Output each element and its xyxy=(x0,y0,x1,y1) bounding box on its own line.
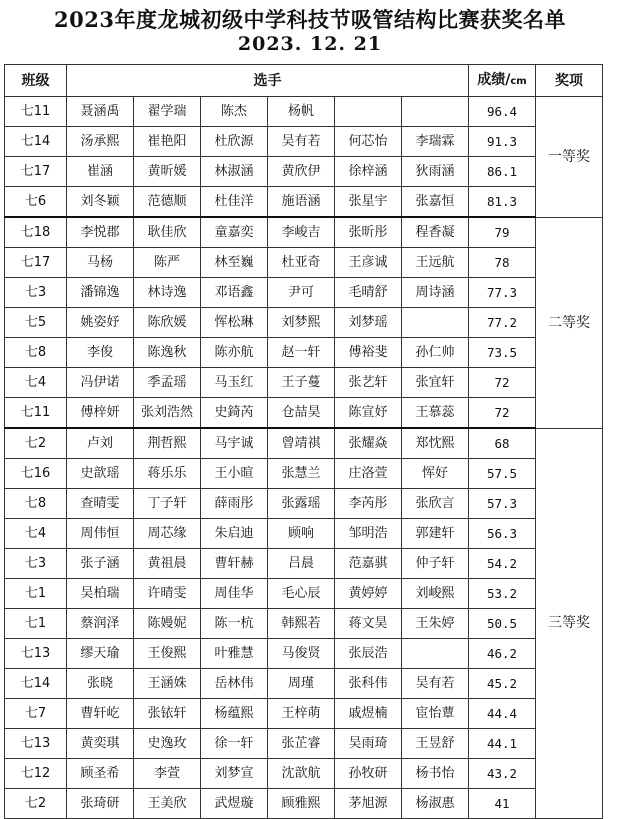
player-cell: 徐梓涵 xyxy=(335,157,402,187)
award-cell: 三等奖 xyxy=(536,428,603,819)
class-cell: 七1 xyxy=(5,579,67,609)
table-row xyxy=(5,157,603,187)
table-row xyxy=(5,248,603,278)
player-cell: 周瑾 xyxy=(268,669,335,699)
class-cell: 七2 xyxy=(5,789,67,819)
player-cell: 恽好 xyxy=(402,459,469,489)
player-cell: 史歆瑶 xyxy=(67,459,134,489)
player-cell: 卢刘 xyxy=(67,428,134,459)
player-cell: 杨书怡 xyxy=(402,759,469,789)
score-cell: 72 xyxy=(469,368,536,398)
table-row xyxy=(5,549,603,579)
class-cell: 七13 xyxy=(5,639,67,669)
score-cell: 73.5 xyxy=(469,338,536,368)
header-players: 选手 xyxy=(67,65,469,97)
player-cell: 季孟瑶 xyxy=(134,368,201,398)
player-cell: 杨淑惠 xyxy=(402,789,469,819)
player-cell: 张刘浩然 xyxy=(134,398,201,429)
player-cell: 黄婷婷 xyxy=(335,579,402,609)
player-cell: 王美欣 xyxy=(134,789,201,819)
player-cell: 傅裕斐 xyxy=(335,338,402,368)
class-cell: 七4 xyxy=(5,368,67,398)
player-cell: 马杨 xyxy=(67,248,134,278)
player-cell: 张琦研 xyxy=(67,789,134,819)
class-cell: 七14 xyxy=(5,127,67,157)
player-cell: 史錡芮 xyxy=(201,398,268,429)
class-cell: 七1 xyxy=(5,609,67,639)
player-cell: 程香凝 xyxy=(402,217,469,248)
player-cell: 叶雅慧 xyxy=(201,639,268,669)
score-cell: 53.2 xyxy=(469,579,536,609)
player-cell: 吴柏瑞 xyxy=(67,579,134,609)
table-row xyxy=(5,428,603,459)
player-cell: 杨蕴熙 xyxy=(201,699,268,729)
score-cell: 44.1 xyxy=(469,729,536,759)
player-cell: 吕晨 xyxy=(268,549,335,579)
player-cell: 崔艳阳 xyxy=(134,127,201,157)
player-cell: 王昱舒 xyxy=(402,729,469,759)
player-cell: 陈亦航 xyxy=(201,338,268,368)
player-cell: 周诗涵 xyxy=(402,278,469,308)
table-row xyxy=(5,639,603,669)
player-cell: 李瑞霖 xyxy=(402,127,469,157)
table-row xyxy=(5,308,603,338)
player-cell: 施语涵 xyxy=(268,187,335,218)
class-cell: 七2 xyxy=(5,428,67,459)
player-cell xyxy=(402,639,469,669)
player-cell: 黄欣伊 xyxy=(268,157,335,187)
player-cell: 毛晴舒 xyxy=(335,278,402,308)
player-cell: 刘梦宣 xyxy=(201,759,268,789)
class-cell: 七11 xyxy=(5,97,67,127)
player-cell: 吴有若 xyxy=(268,127,335,157)
player-cell: 赵一轩 xyxy=(268,338,335,368)
player-cell: 吴雨琦 xyxy=(335,729,402,759)
player-cell: 陈欣媛 xyxy=(134,308,201,338)
player-cell: 孙牧研 xyxy=(335,759,402,789)
class-cell: 七16 xyxy=(5,459,67,489)
player-cell: 朱启迪 xyxy=(201,519,268,549)
player-cell: 尹可 xyxy=(268,278,335,308)
player-cell: 冯伊诺 xyxy=(67,368,134,398)
class-cell: 七8 xyxy=(5,338,67,368)
score-cell: 68 xyxy=(469,428,536,459)
player-cell: 林诗逸 xyxy=(134,278,201,308)
player-cell: 刘冬颖 xyxy=(67,187,134,218)
player-cell: 顾圣希 xyxy=(67,759,134,789)
player-cell: 庄洛萱 xyxy=(335,459,402,489)
class-cell: 七7 xyxy=(5,699,67,729)
player-cell: 岳林伟 xyxy=(201,669,268,699)
player-cell: 马玉红 xyxy=(201,368,268,398)
player-cell: 蒋文昊 xyxy=(335,609,402,639)
header-row xyxy=(5,65,603,97)
table-row xyxy=(5,97,603,127)
player-cell: 陈一杭 xyxy=(201,609,268,639)
player-cell: 史逸玫 xyxy=(134,729,201,759)
class-cell: 七4 xyxy=(5,519,67,549)
player-cell: 崔涵 xyxy=(67,157,134,187)
score-cell: 45.2 xyxy=(469,669,536,699)
player-cell: 周佳华 xyxy=(201,579,268,609)
player-cell: 陈逸秋 xyxy=(134,338,201,368)
player-cell: 王俊熙 xyxy=(134,639,201,669)
page-title: 2023年度龙城初级中学科技节吸管结构比赛获奖名单 xyxy=(54,7,566,32)
player-cell: 郭建轩 xyxy=(402,519,469,549)
player-cell: 吴有若 xyxy=(402,669,469,699)
player-cell: 张科伟 xyxy=(335,669,402,699)
player-cell: 蔡润泽 xyxy=(67,609,134,639)
player-cell: 张昕彤 xyxy=(335,217,402,248)
player-cell: 缪天瑜 xyxy=(67,639,134,669)
player-cell: 李俊 xyxy=(67,338,134,368)
player-cell: 李芮彤 xyxy=(335,489,402,519)
player-cell: 张宜轩 xyxy=(402,368,469,398)
score-cell: 81.3 xyxy=(469,187,536,218)
player-cell: 潘锦逸 xyxy=(67,278,134,308)
player-cell: 曹轩赫 xyxy=(201,549,268,579)
player-cell: 黄奕琪 xyxy=(67,729,134,759)
table-row xyxy=(5,579,603,609)
header-class: 班级 xyxy=(5,65,67,97)
player-cell: 马俊贤 xyxy=(268,639,335,669)
player-cell: 李峻吉 xyxy=(268,217,335,248)
class-cell: 七5 xyxy=(5,308,67,338)
player-cell: 茅旭源 xyxy=(335,789,402,819)
header-score-unit: cm xyxy=(510,75,527,87)
score-cell: 77.2 xyxy=(469,308,536,338)
player-cell: 毛心辰 xyxy=(268,579,335,609)
player-cell: 孙仁帅 xyxy=(402,338,469,368)
player-cell: 范德顺 xyxy=(134,187,201,218)
score-cell: 43.2 xyxy=(469,759,536,789)
player-cell: 荆哲熙 xyxy=(134,428,201,459)
player-cell: 林至巍 xyxy=(201,248,268,278)
player-cell: 武煜璇 xyxy=(201,789,268,819)
player-cell: 杨帆 xyxy=(268,97,335,127)
score-cell: 72 xyxy=(469,398,536,429)
class-cell: 七3 xyxy=(5,549,67,579)
player-cell: 张露瑶 xyxy=(268,489,335,519)
player-cell: 狄雨涵 xyxy=(402,157,469,187)
player-cell: 何芯怡 xyxy=(335,127,402,157)
player-cell: 徐一轩 xyxy=(201,729,268,759)
player-cell: 黄昕媛 xyxy=(134,157,201,187)
table-row xyxy=(5,127,603,157)
player-cell: 丁子轩 xyxy=(134,489,201,519)
class-cell: 七17 xyxy=(5,157,67,187)
table-body xyxy=(5,97,603,819)
player-cell xyxy=(335,97,402,127)
player-cell: 张芷睿 xyxy=(268,729,335,759)
player-cell: 汤承熙 xyxy=(67,127,134,157)
player-cell: 郑忱熙 xyxy=(402,428,469,459)
player-cell: 刘梦瑶 xyxy=(335,308,402,338)
table-row xyxy=(5,789,603,819)
award-cell: 一等奖 xyxy=(536,97,603,218)
player-cell: 曹轩屹 xyxy=(67,699,134,729)
score-cell: 57.5 xyxy=(469,459,536,489)
player-cell: 王涵姝 xyxy=(134,669,201,699)
player-cell: 许晴雯 xyxy=(134,579,201,609)
class-cell: 七14 xyxy=(5,669,67,699)
table-row xyxy=(5,278,603,308)
player-cell: 张耀焱 xyxy=(335,428,402,459)
player-cell: 仲子轩 xyxy=(402,549,469,579)
table-row xyxy=(5,338,603,368)
table-row xyxy=(5,759,603,789)
player-cell: 马宇诚 xyxy=(201,428,268,459)
player-cell: 翟学瑞 xyxy=(134,97,201,127)
player-cell: 邓语鑫 xyxy=(201,278,268,308)
score-cell: 44.4 xyxy=(469,699,536,729)
player-cell: 童嘉奕 xyxy=(201,217,268,248)
table-row xyxy=(5,669,603,699)
player-cell: 王彦诚 xyxy=(335,248,402,278)
score-cell: 96.4 xyxy=(469,97,536,127)
player-cell: 蒋乐乐 xyxy=(134,459,201,489)
player-cell: 查晴雯 xyxy=(67,489,134,519)
header-score xyxy=(469,65,536,97)
player-cell: 韩熙若 xyxy=(268,609,335,639)
table-row xyxy=(5,729,603,759)
player-cell: 王远航 xyxy=(402,248,469,278)
player-cell: 王朱婷 xyxy=(402,609,469,639)
player-cell xyxy=(402,97,469,127)
player-cell: 陈杰 xyxy=(201,97,268,127)
player-cell: 王小暄 xyxy=(201,459,268,489)
player-cell: 顾雅熙 xyxy=(268,789,335,819)
player-cell: 周伟恒 xyxy=(67,519,134,549)
table-row xyxy=(5,398,603,429)
class-cell: 七18 xyxy=(5,217,67,248)
score-cell: 50.5 xyxy=(469,609,536,639)
table-row xyxy=(5,187,603,218)
player-cell: 邹明浩 xyxy=(335,519,402,549)
player-cell: 曾靖祺 xyxy=(268,428,335,459)
table-row xyxy=(5,459,603,489)
table-row xyxy=(5,368,603,398)
player-cell: 张星宇 xyxy=(335,187,402,218)
score-cell: 86.1 xyxy=(469,157,536,187)
score-cell: 78 xyxy=(469,248,536,278)
player-cell: 顾响 xyxy=(268,519,335,549)
score-cell: 46.2 xyxy=(469,639,536,669)
player-cell: 张嘉恒 xyxy=(402,187,469,218)
player-cell: 范嘉骐 xyxy=(335,549,402,579)
player-cell: 周芯缘 xyxy=(134,519,201,549)
player-cell: 王慕蕊 xyxy=(402,398,469,429)
player-cell: 张晓 xyxy=(67,669,134,699)
player-cell: 杜欣源 xyxy=(201,127,268,157)
player-cell: 刘梦熙 xyxy=(268,308,335,338)
score-cell: 77.3 xyxy=(469,278,536,308)
player-cell: 恽松琳 xyxy=(201,308,268,338)
player-cell: 黄祖晨 xyxy=(134,549,201,579)
class-cell: 七12 xyxy=(5,759,67,789)
table-row xyxy=(5,489,603,519)
player-cell: 姚姿妤 xyxy=(67,308,134,338)
player-cell: 聂涵禹 xyxy=(67,97,134,127)
player-cell: 张子涵 xyxy=(67,549,134,579)
score-cell: 56.3 xyxy=(469,519,536,549)
player-cell: 陈严 xyxy=(134,248,201,278)
player-cell xyxy=(402,308,469,338)
player-cell: 张慧兰 xyxy=(268,459,335,489)
awards-table xyxy=(4,64,603,819)
score-cell: 54.2 xyxy=(469,549,536,579)
player-cell: 张铱轩 xyxy=(134,699,201,729)
class-cell: 七3 xyxy=(5,278,67,308)
score-cell: 79 xyxy=(469,217,536,248)
class-cell: 七8 xyxy=(5,489,67,519)
header-award: 奖项 xyxy=(536,65,603,97)
player-cell: 张艺轩 xyxy=(335,368,402,398)
player-cell: 宦怡蕈 xyxy=(402,699,469,729)
player-cell: 李悦郡 xyxy=(67,217,134,248)
player-cell: 杜亚奇 xyxy=(268,248,335,278)
player-cell: 陈宣妤 xyxy=(335,398,402,429)
player-cell: 刘峻熙 xyxy=(402,579,469,609)
player-cell: 林淑涵 xyxy=(201,157,268,187)
table-row xyxy=(5,699,603,729)
player-cell: 张欣言 xyxy=(402,489,469,519)
player-cell: 王子蔓 xyxy=(268,368,335,398)
class-cell: 七11 xyxy=(5,398,67,429)
player-cell: 薛雨彤 xyxy=(201,489,268,519)
table-row xyxy=(5,609,603,639)
score-cell: 41 xyxy=(469,789,536,819)
player-cell: 李萱 xyxy=(134,759,201,789)
class-cell: 七6 xyxy=(5,187,67,218)
player-cell: 王梓萌 xyxy=(268,699,335,729)
table-row xyxy=(5,519,603,549)
score-cell: 57.3 xyxy=(469,489,536,519)
player-cell: 张辰浩 xyxy=(335,639,402,669)
header-score-label: 成绩/ xyxy=(477,71,511,88)
player-cell: 傅梓妍 xyxy=(67,398,134,429)
player-cell: 沈歆航 xyxy=(268,759,335,789)
score-cell: 91.3 xyxy=(469,127,536,157)
player-cell: 耿佳欣 xyxy=(134,217,201,248)
class-cell: 七17 xyxy=(5,248,67,278)
player-cell: 陈嫚妮 xyxy=(134,609,201,639)
player-cell: 戚煜楠 xyxy=(335,699,402,729)
table-row xyxy=(5,217,603,248)
player-cell: 仓喆昊 xyxy=(268,398,335,429)
date-subtitle: 2023. 12. 21 xyxy=(237,33,383,55)
class-cell: 七13 xyxy=(5,729,67,759)
award-cell: 二等奖 xyxy=(536,217,603,428)
player-cell: 杜佳洋 xyxy=(201,187,268,218)
